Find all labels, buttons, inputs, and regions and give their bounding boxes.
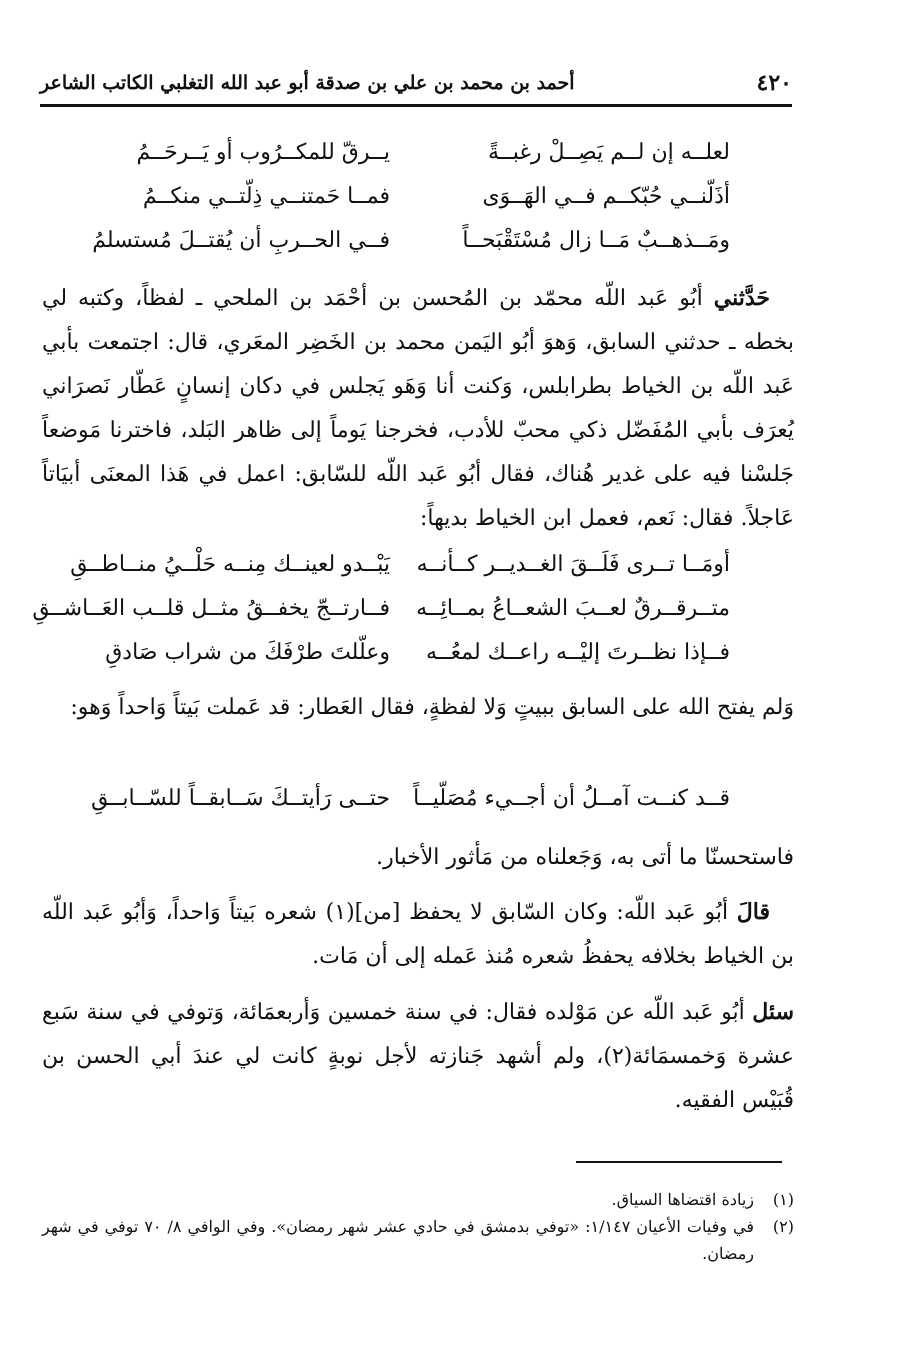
paragraph-narration-5 <box>42 990 794 1123</box>
hemistich-second: فــارتــجّ يخفــقُ مثــل قلــب العَــاشــقِ <box>32 596 390 621</box>
verse-line <box>70 640 730 684</box>
paragraph-narration-4 <box>42 890 794 979</box>
verse-line <box>70 184 730 228</box>
hemistich-second: فــي الحــربِ أن يُقتــلَ مُستسلمُ <box>92 228 390 253</box>
paragraph-text: أبُو عَبد اللّه عن مَوْلده فقال: في سنة خمسين وَأربعمَائة، وَتوفي في سنة سَبع عشرة وَخمسمَائة(٢)، ولم أشهد جَنازته لأجل نوبةٍ كانت لي عندَ أبي الحسن بن قُبَيْس الفقيه. <box>42 1000 794 1113</box>
header-rule <box>40 104 792 107</box>
hemistich-first: أذَلّنــي حُبّكــم فــي الهَــوَى <box>482 184 730 209</box>
footnote <box>42 1213 794 1267</box>
footnotes <box>42 1186 794 1267</box>
hemistich-first: متــرقــرقٌ لعــبَ الشعــاعُ بمــائِــه <box>416 596 730 621</box>
hemistich-second: حتــى رَأيتــكَ سَــابقــاً للسّــابــقِ <box>91 786 390 811</box>
paragraph-text: أبُو عَبد اللّه محمّد بن المُحسن بن أحْمَد بن الملحي ـ لفظاً، وكتبه لي بخطه ـ حدثني السابق، وَهوَ أبُو اليَمن محمد بن الخَضِر المعَري، قال: اجتمعت بأبي عَبد اللّه بن الخياط بطرابلس، وَكنت أنا وَهَو يَجلس في دكان إنسانٍ عَطّار نَصرَاني يُعرَف بأبي المُفَضّل ذكي محبّ للأدب، فخرجنا يَوماً إلى ظاهر البَلد، فاخترنا مَوضعاً جَلسْنا فيه على غدير هُناك، فقال أبُو عَبد اللّه للسّابق: اعمل في هَذا المعنَى أبيَاتاً عَاجلاً. فقال: نَعم، فعمل ابن الخياط بديهاً: <box>42 286 794 531</box>
paragraph-narration-2 <box>42 686 794 730</box>
paragraph-narration-1 <box>42 276 794 541</box>
page-header <box>40 70 792 100</box>
hemistich-first: قــد كنــت آمــلُ أن أجــيء مُصَلّيــاً <box>413 786 730 811</box>
paragraph-text: أبُو عَبد اللّه: وكان السّابق لا يحفظ [من](١) شعره بَيتاً وَاحداً، وَأبُو عَبد اللّه بن الخياط بخلافه يحفظُ شعره مُنذ عَمله إلى أن مَات. <box>42 900 794 969</box>
footnote-mark: (٢) <box>772 1217 794 1236</box>
footnote-mark: (١) <box>772 1190 794 1209</box>
hemistich-second: وعلّلتَ طرْفَكَ من شراب صَادقِ <box>105 640 390 665</box>
verse-line <box>70 552 730 596</box>
page-number: ٤٢٠ <box>756 70 792 96</box>
footnote-text: زيادة اقتضاها السياق. <box>611 1190 754 1209</box>
verse-line <box>70 228 730 272</box>
paragraph-lead: سئل <box>752 999 794 1025</box>
hemistich-second: يَبْــدو لعينــك مِنــه حَلْــيُ منــاطــقِ <box>70 552 390 577</box>
verse-line <box>32 596 730 640</box>
hemistich-first: فــإذا نظــرتَ إليْــه راعــك لمعُــه <box>425 640 730 665</box>
verse-line <box>70 786 730 830</box>
footnote <box>42 1186 794 1213</box>
hemistich-first: لعلــه إن لــم يَصِــلْ رغبــةً <box>488 140 730 165</box>
paragraph-text: وَلم يفتح الله على السابق ببيتٍ وَلا لفظةٍ، فقال العَطار: قد عَملت بَيتاً وَاحداً وَهو: <box>70 695 794 720</box>
hemistich-first: أومَــا تــرى فَلَــقَ الغــديــر كــأنــه <box>416 552 730 577</box>
footnote-text: في وفيات الأعيان ١/١٤٧: «توفي بدمشق في حادي عشر شهر رمضان». وفي الوافي ٨/ ٧٠ توفي في شهر رمضان. <box>42 1217 755 1263</box>
running-title: أحمد بن محمد بن علي بن صدقة أبو عبد الله التغلبي الكاتب الشاعر <box>40 72 575 94</box>
hemistich-second: فمــا حَمتنــي ذِلّتــي منكــمُ <box>142 184 390 209</box>
hemistich-first: ومَــذهــبٌ مَــا زال مُسْتَقْبَحــاً <box>462 228 730 253</box>
poem-1 <box>70 140 730 272</box>
footnote-rule <box>576 1161 782 1163</box>
hemistich-second: يــرقّ للمكــرُوب أو يَــرحَــمُ <box>136 140 390 165</box>
paragraph-text: فاستحسنّا ما أتى به، وَجَعلناه من مَأثور الأخبار. <box>376 845 794 870</box>
paragraph-lead: حَدَّثني <box>713 285 770 311</box>
poem-2 <box>32 552 730 684</box>
paragraph-narration-3 <box>42 836 794 880</box>
paragraph-lead: قالَ <box>736 899 771 925</box>
verse-line <box>70 140 730 184</box>
poem-3 <box>70 786 730 830</box>
